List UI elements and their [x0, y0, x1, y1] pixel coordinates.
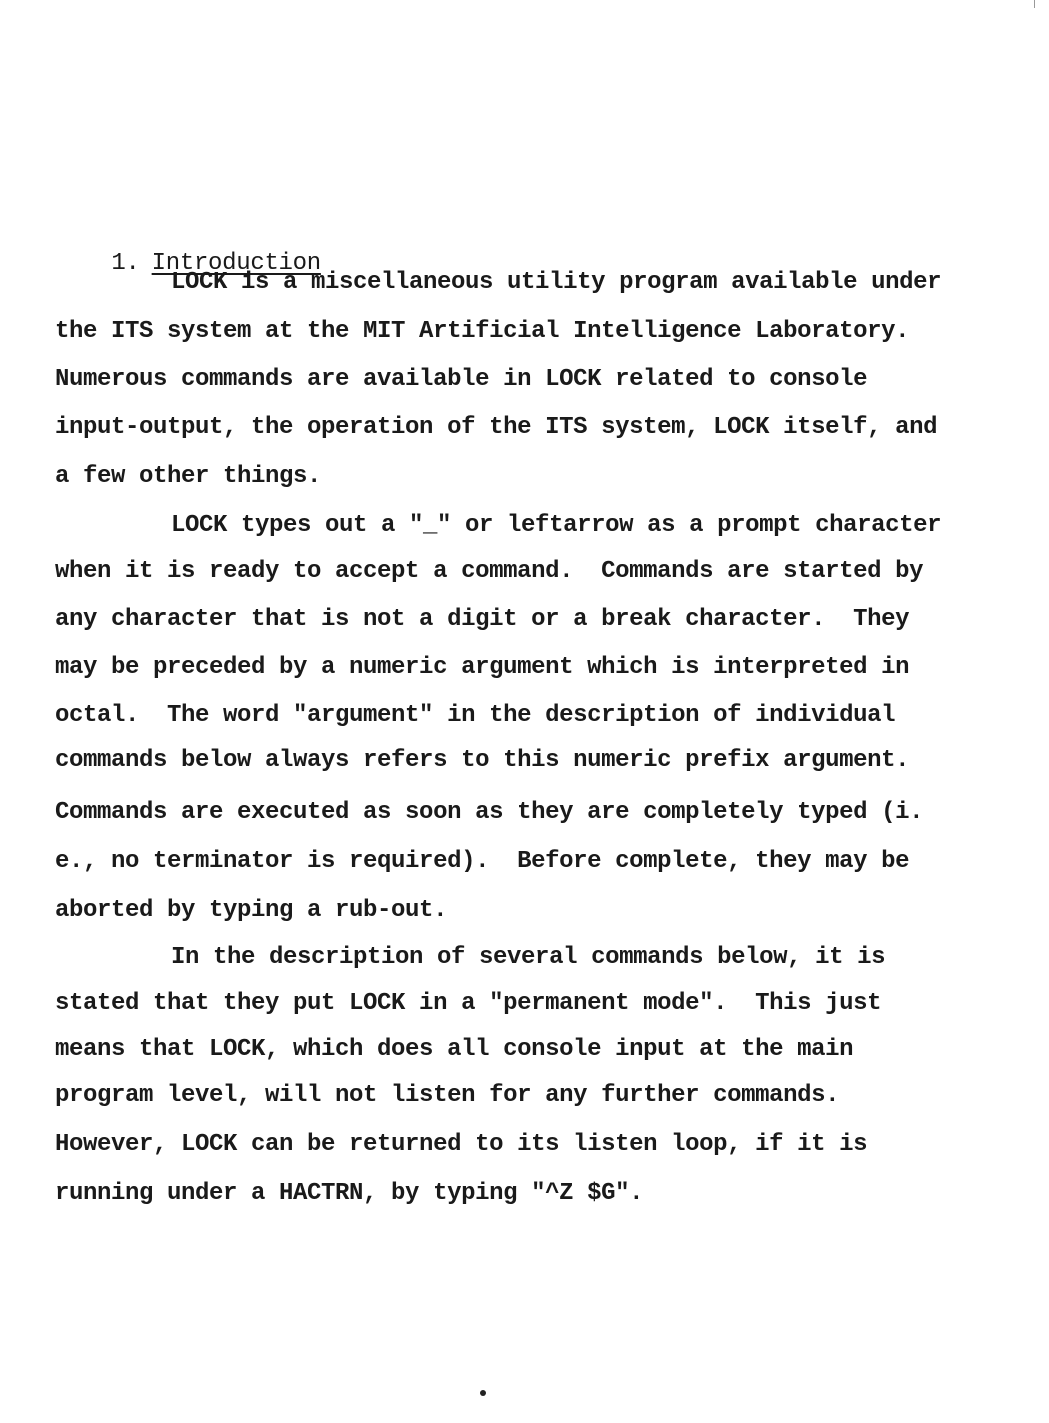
paragraph-3-line-3: means that LOCK, which does all console input at the main	[55, 1036, 854, 1063]
paragraph-1-line-3: Numerous commands are available in LOCK related to console	[55, 366, 868, 393]
paragraph-3-line-1: In the description of several commands below, it is	[171, 944, 886, 971]
paragraph-3-line-2: stated that they put LOCK in a "permanent mode". This just	[55, 990, 882, 1017]
paragraph-2-line-5: octal. The word "argument" in the description of individual	[55, 702, 896, 729]
paragraph-2-line-9: aborted by typing a rub-out.	[55, 897, 448, 924]
paragraph-2-line-7: Commands are executed as soon as they are completely typed (i.	[55, 799, 924, 826]
paragraph-1-line-2: the ITS system at the MIT Artificial Intelligence Laboratory.	[55, 318, 910, 345]
paragraph-3-line-5: However, LOCK can be returned to its listen loop, if it is	[55, 1131, 868, 1158]
paragraph-1-line-4: input-output, the operation of the ITS system, LOCK itself, and	[55, 414, 938, 441]
paragraph-1-line-5: a few other things.	[55, 463, 322, 490]
paragraph-3-line-6: running under a HACTRN, by typing "^Z $G".	[55, 1180, 644, 1207]
paragraph-3-line-4: program level, will not listen for any further commands.	[55, 1082, 840, 1109]
paragraph-2-line-1: LOCK types out a "_" or leftarrow as a prompt character	[171, 512, 942, 539]
paragraph-2-line-6: commands below always refers to this numeric prefix argument.	[55, 747, 910, 774]
section-number: 1.	[111, 250, 140, 277]
section-title: Introduction	[151, 250, 321, 277]
paragraph-1-line-1: LOCK is a miscellaneous utility program available under	[171, 269, 942, 296]
paragraph-2-line-4: may be preceded by a numeric argument which is interpreted in	[55, 654, 910, 681]
scan-mark	[1034, 0, 1035, 8]
paragraph-2-line-2: when it is ready to accept a command. Commands are started by	[55, 558, 924, 585]
page-dot-mark	[480, 1390, 486, 1396]
paragraph-2-line-8: e., no terminator is required). Before complete, they may be	[55, 848, 910, 875]
paragraph-2-line-3: any character that is not a digit or a break character. They	[55, 606, 910, 633]
